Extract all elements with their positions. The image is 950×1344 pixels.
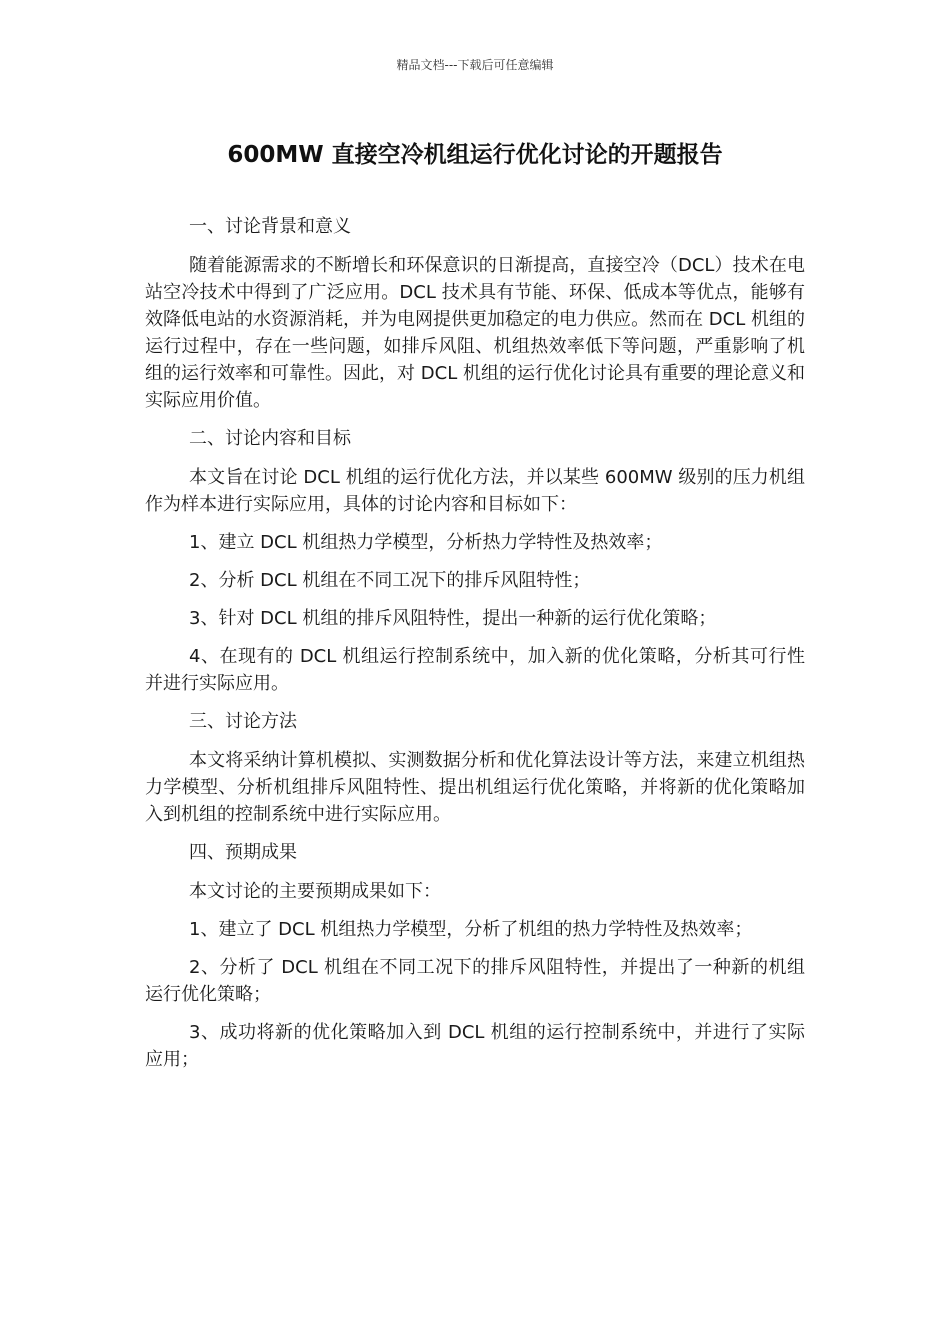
list-item-content-1: 1、建立 DCL 机组热力学模型，分析热力学特性及热效率；: [189, 532, 663, 553]
paragraph-results-intro: 本文讨论的主要预期成果如下：: [189, 881, 441, 902]
list-item-results-2: 2、分析了 DCL 机组在不同工况下的排斥风阻特性，并提出了一种新的机组运行优化策略；: [145, 957, 805, 1005]
list-item-content-3: 3、针对 DCL 机组的排斥风阻特性，提出一种新的运行优化策略；: [189, 608, 717, 629]
page-header: 精品文档---下载后可任意编辑: [396, 58, 554, 72]
list-item-content-2: 2、分析 DCL 机组在不同工况下的排斥风阻特性；: [189, 570, 591, 591]
list-item-results-1: 1、建立了 DCL 机组热力学模型，分析了机组的热力学特性及热效率；: [189, 919, 753, 940]
document-title: 600MW 直接空冷机组运行优化讨论的开题报告: [227, 142, 723, 168]
section-heading-results: 四、预期成果: [189, 842, 297, 863]
list-item-results-3: 3、成功将新的优化策略加入到 DCL 机组的运行控制系统中，并进行了实际应用；: [145, 1022, 805, 1070]
section-heading-content: 二、讨论内容和目标: [189, 428, 351, 449]
list-item-content-4: 4、在现有的 DCL 机组运行控制系统中，加入新的优化策略，分析其可行性并进行实际应用。: [145, 646, 805, 694]
paragraph-method: 本文将采纳计算机模拟、实测数据分析和优化算法设计等方法，来建立机组热力学模型、分析机组排斥风阻特性、提出机组运行优化策略，并将新的优化策略加入到机组的控制系统中进行实际应用。: [145, 750, 805, 825]
document-body: [145, 213, 805, 1084]
paragraph-content-intro: 本文旨在讨论 DCL 机组的运行优化方法，并以某些 600MW 级别的压力机组作为样本进行实际应用，具体的讨论内容和目标如下：: [145, 467, 805, 515]
section-heading-method: 三、讨论方法: [189, 711, 297, 732]
section-heading-background: 一、讨论背景和意义: [189, 216, 351, 237]
paragraph-background: 随着能源需求的不断增长和环保意识的日渐提高，直接空冷（DCL）技术在电站空冷技术中得到了广泛应用。DCL 技术具有节能、环保、低成本等优点，能够有效降低电站的水资源消耗，并为电网提供更加稳定的电力供应。然而在 DCL 机组的运行过程中，存在一些问题，如排斥风阻、机组热效率低下等问题，严重影响了机组的运行效率和可靠性。因此，对 DCL 机组的运行优化讨论具有重要的理论意义和实际应用价值。: [145, 255, 805, 411]
